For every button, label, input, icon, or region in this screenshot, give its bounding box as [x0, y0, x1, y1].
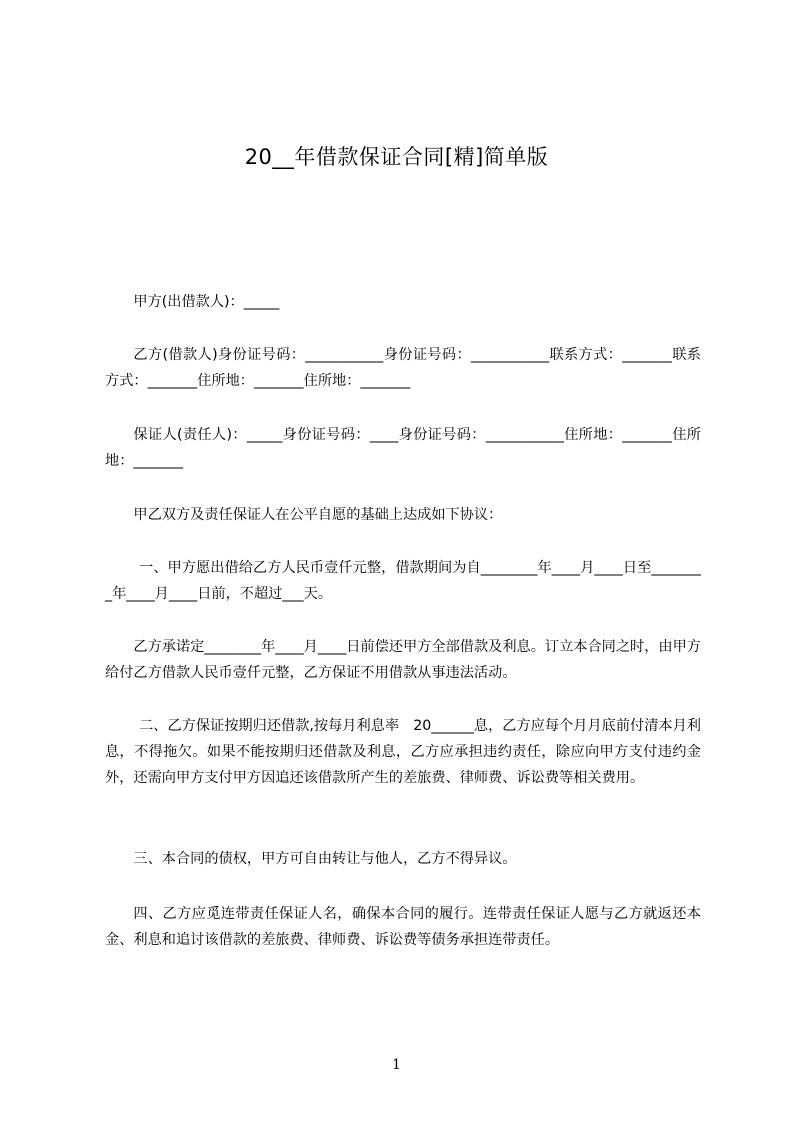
party-a-text: 甲方(出借款人)：_____ [133, 294, 280, 310]
paragraph-clause-1-b [105, 634, 701, 686]
paragraph-clause-3 [105, 846, 701, 872]
paragraph-party-b [105, 342, 701, 394]
paragraph-agreement-intro [105, 502, 701, 528]
paragraph-clause-2 [105, 713, 701, 791]
paragraph-clause-4 [105, 901, 701, 953]
paragraph-party-a [105, 289, 701, 315]
clause-4-text: 四、乙方应觅连带责任保证人名，确保本合同的履行。连带责任保证人愿与乙方就返还本金、利息和追讨该借款的差旅费、律师费、诉讼费等债务承担连带责任。 [105, 906, 701, 948]
clause-2-text: 二、乙方保证按期归还借款,按每月利息率 20______息，乙方应每个月月底前付清本月利息，不得拖欠。如果不能按期归还借款及利息，乙方应承担违约责任，除应向甲方支付违约金外，还需向甲方支付甲方因追还该借款所产生的差旅费、律师费、诉讼费等相关费用。 [105, 718, 701, 786]
paragraph-guarantor [105, 422, 701, 474]
clause-1-b-text: 乙方承诺定________年____月____日前偿还甲方全部借款及利息。订立本合同之时，由甲方给付乙方借款人民币壹仟元整，乙方保证不用借款从事违法活动。 [105, 639, 701, 681]
clause-3-text: 三、本合同的债权，甲方可自由转让与他人，乙方不得异议。 [133, 851, 517, 867]
party-b-text: 乙方(借款人)身份证号码：___________身份证号码：___________联系方式：_______联系方式：_______住所地：_______住所地：_______ [105, 347, 701, 389]
document-title: 20__年借款保证合同[精]简单版 [244, 145, 549, 169]
clause-1-text: 一、甲方愿出借给乙方人民币壹仟元整，借款期间为自________年____月____日至________年____月____日前，不超过___天。 [105, 560, 701, 602]
page-number: 1 [392, 1057, 401, 1073]
guarantor-text: 保证人(责任人)：_____身份证号码：____身份证号码：___________住所地：_______住所地：_______ [105, 427, 701, 469]
agreement-intro-text: 甲乙双方及责任保证人在公平自愿的基础上达成如下协议： [133, 507, 503, 523]
paragraph-clause-1 [105, 555, 701, 607]
